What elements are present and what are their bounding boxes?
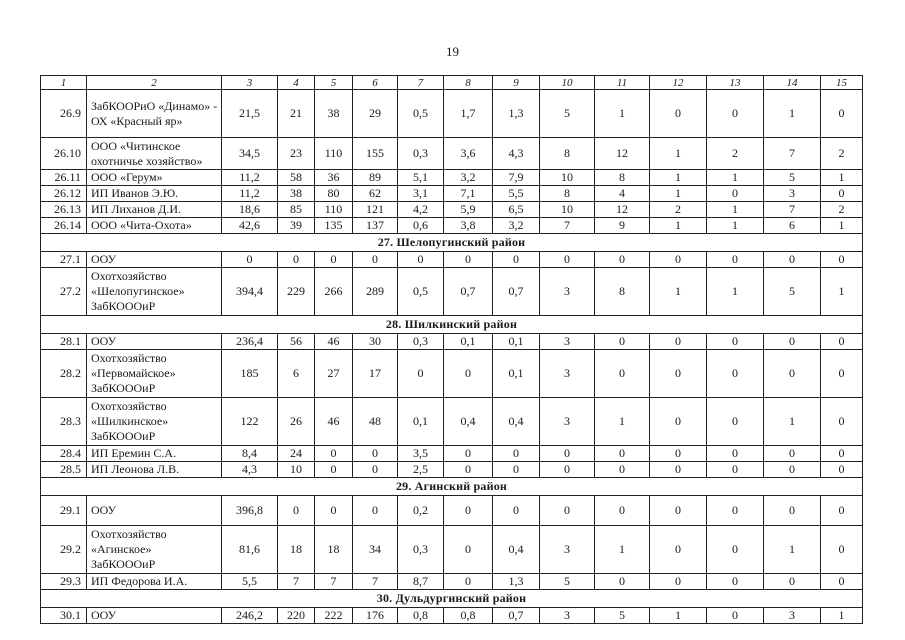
value-cell: 18,6 <box>222 202 278 218</box>
value-cell: 185 <box>222 350 278 398</box>
row-number: 28.3 <box>41 398 87 446</box>
value-cell: 7 <box>540 218 595 234</box>
value-cell: 48 <box>353 398 398 446</box>
value-cell: 21,5 <box>222 90 278 138</box>
value-cell: 2,5 <box>398 462 444 478</box>
table-row <box>41 446 863 462</box>
value-cell: 1 <box>650 608 707 624</box>
value-cell: 42,6 <box>222 218 278 234</box>
hunting-ground-name: ИП Еремин С.А. <box>87 446 222 462</box>
value-cell: 10 <box>540 202 595 218</box>
value-cell: 21 <box>278 90 315 138</box>
value-cell: 10 <box>278 462 315 478</box>
value-cell: 0,1 <box>398 398 444 446</box>
value-cell: 1 <box>595 90 650 138</box>
hunting-ground-name: ИП Леонова Л.В. <box>87 462 222 478</box>
value-cell: 46 <box>315 334 353 350</box>
value-cell: 0,4 <box>493 398 540 446</box>
value-cell: 24 <box>278 446 315 462</box>
value-cell: 0 <box>821 526 863 574</box>
value-cell: 121 <box>353 202 398 218</box>
value-cell: 3 <box>540 526 595 574</box>
row-number: 27.1 <box>41 252 87 268</box>
value-cell: 3 <box>540 350 595 398</box>
value-cell: 0 <box>444 350 493 398</box>
value-cell: 0,3 <box>398 138 444 170</box>
district-header-row <box>41 590 863 608</box>
value-cell: 0 <box>595 252 650 268</box>
column-number: 10 <box>540 76 595 90</box>
value-cell: 7 <box>315 574 353 590</box>
row-number: 28.5 <box>41 462 87 478</box>
value-cell: 1 <box>707 268 764 316</box>
value-cell: 396,8 <box>222 496 278 526</box>
table-row <box>41 218 863 234</box>
value-cell: 0,8 <box>444 608 493 624</box>
value-cell: 1 <box>821 170 863 186</box>
value-cell: 5 <box>595 608 650 624</box>
value-cell: 3 <box>540 608 595 624</box>
value-cell: 110 <box>315 138 353 170</box>
value-cell: 1 <box>650 138 707 170</box>
value-cell: 0 <box>353 496 398 526</box>
value-cell: 36 <box>315 170 353 186</box>
value-cell: 3,8 <box>444 218 493 234</box>
hunting-ground-name: Охотхозяйство «Первомайское» ЗабКОООиР <box>87 350 222 398</box>
value-cell: 0 <box>764 446 821 462</box>
value-cell: 5,9 <box>444 202 493 218</box>
value-cell: 0 <box>821 574 863 590</box>
column-number: 14 <box>764 76 821 90</box>
value-cell: 0 <box>278 252 315 268</box>
district-title: 28. Шилкинский район <box>41 316 863 334</box>
column-number: 15 <box>821 76 863 90</box>
value-cell: 0 <box>764 462 821 478</box>
value-cell: 1,3 <box>493 574 540 590</box>
value-cell: 5 <box>540 574 595 590</box>
value-cell: 0 <box>821 252 863 268</box>
value-cell: 1 <box>764 526 821 574</box>
value-cell: 0 <box>595 350 650 398</box>
value-cell: 0 <box>707 398 764 446</box>
value-cell: 3 <box>540 268 595 316</box>
value-cell: 1 <box>821 608 863 624</box>
value-cell: 3 <box>764 186 821 202</box>
value-cell: 0 <box>353 252 398 268</box>
value-cell: 62 <box>353 186 398 202</box>
row-number: 28.1 <box>41 334 87 350</box>
value-cell: 0 <box>540 496 595 526</box>
value-cell: 0 <box>444 574 493 590</box>
hunting-ground-name: ООО «Читинское охотничье хозяйство» <box>87 138 222 170</box>
value-cell: 0 <box>650 574 707 590</box>
value-cell: 0 <box>540 462 595 478</box>
value-cell: 3,2 <box>493 218 540 234</box>
table-row <box>41 574 863 590</box>
value-cell: 11,2 <box>222 186 278 202</box>
value-cell: 0,1 <box>493 334 540 350</box>
value-cell: 3,6 <box>444 138 493 170</box>
value-cell: 0 <box>650 398 707 446</box>
value-cell: 0 <box>444 446 493 462</box>
value-cell: 7,1 <box>444 186 493 202</box>
value-cell: 1 <box>707 170 764 186</box>
value-cell: 0 <box>315 446 353 462</box>
value-cell: 1 <box>707 202 764 218</box>
row-number: 26.12 <box>41 186 87 202</box>
value-cell: 6 <box>764 218 821 234</box>
value-cell: 0 <box>540 252 595 268</box>
value-cell: 46 <box>315 398 353 446</box>
value-cell: 1 <box>821 268 863 316</box>
value-cell: 0,8 <box>398 608 444 624</box>
value-cell: 0 <box>595 446 650 462</box>
value-cell: 0,4 <box>444 398 493 446</box>
value-cell: 5,5 <box>222 574 278 590</box>
value-cell: 0 <box>353 446 398 462</box>
value-cell: 0 <box>315 496 353 526</box>
column-number: 3 <box>222 76 278 90</box>
row-number: 26.14 <box>41 218 87 234</box>
row-number: 29.2 <box>41 526 87 574</box>
value-cell: 1 <box>764 398 821 446</box>
value-cell: 4,2 <box>398 202 444 218</box>
value-cell: 17 <box>353 350 398 398</box>
value-cell: 8,7 <box>398 574 444 590</box>
value-cell: 0 <box>650 496 707 526</box>
value-cell: 0 <box>444 252 493 268</box>
value-cell: 0 <box>764 334 821 350</box>
row-number: 26.13 <box>41 202 87 218</box>
row-number: 30.1 <box>41 608 87 624</box>
data-table <box>40 75 863 624</box>
value-cell: 176 <box>353 608 398 624</box>
value-cell: 0 <box>650 90 707 138</box>
value-cell: 0 <box>398 350 444 398</box>
table-row <box>41 398 863 446</box>
value-cell: 0 <box>540 446 595 462</box>
page-number: 19 <box>446 44 459 59</box>
value-cell: 7 <box>278 574 315 590</box>
hunting-ground-name: ООУ <box>87 496 222 526</box>
value-cell: 39 <box>278 218 315 234</box>
value-cell: 3 <box>540 398 595 446</box>
value-cell: 34,5 <box>222 138 278 170</box>
table-row <box>41 170 863 186</box>
value-cell: 81,6 <box>222 526 278 574</box>
value-cell: 0,1 <box>493 350 540 398</box>
column-number: 7 <box>398 76 444 90</box>
table-row <box>41 350 863 398</box>
value-cell: 1,3 <box>493 90 540 138</box>
value-cell: 85 <box>278 202 315 218</box>
value-cell: 0 <box>595 334 650 350</box>
table-row <box>41 186 863 202</box>
value-cell: 0 <box>278 496 315 526</box>
value-cell: 12 <box>595 138 650 170</box>
value-cell: 4,3 <box>222 462 278 478</box>
value-cell: 0 <box>821 496 863 526</box>
value-cell: 0 <box>707 334 764 350</box>
value-cell: 1 <box>650 268 707 316</box>
hunting-ground-name: Охотхозяйство «Шелопугинское» ЗабКОООиР <box>87 268 222 316</box>
value-cell: 56 <box>278 334 315 350</box>
row-number: 26.10 <box>41 138 87 170</box>
value-cell: 12 <box>595 202 650 218</box>
value-cell: 220 <box>278 608 315 624</box>
value-cell: 1 <box>764 90 821 138</box>
value-cell: 0 <box>821 398 863 446</box>
row-number: 29.3 <box>41 574 87 590</box>
value-cell: 27 <box>315 350 353 398</box>
value-cell: 0 <box>493 496 540 526</box>
value-cell: 3,5 <box>398 446 444 462</box>
value-cell: 6 <box>278 350 315 398</box>
column-number: 13 <box>707 76 764 90</box>
hunting-ground-name: Охотхозяйство «Агинское» ЗабКОООиР <box>87 526 222 574</box>
district-header-row <box>41 478 863 496</box>
value-cell: 8 <box>595 268 650 316</box>
hunting-ground-name: ЗабКООРиО «Динамо» - ОХ «Красный яр» <box>87 90 222 138</box>
value-cell: 0 <box>707 252 764 268</box>
row-number: 28.2 <box>41 350 87 398</box>
value-cell: 0,4 <box>493 526 540 574</box>
value-cell: 5,5 <box>493 186 540 202</box>
table-row <box>41 202 863 218</box>
column-number: 12 <box>650 76 707 90</box>
hunting-ground-name: ООУ <box>87 334 222 350</box>
value-cell: 0 <box>444 496 493 526</box>
value-cell: 1 <box>595 526 650 574</box>
hunting-ground-name: ООУ <box>87 252 222 268</box>
value-cell: 289 <box>353 268 398 316</box>
value-cell: 229 <box>278 268 315 316</box>
value-cell: 0 <box>821 90 863 138</box>
hunting-ground-name: Охотхозяйство «Шилкинское» ЗабКОООиР <box>87 398 222 446</box>
value-cell: 89 <box>353 170 398 186</box>
value-cell: 0 <box>650 334 707 350</box>
value-cell: 0 <box>650 350 707 398</box>
row-number: 27.2 <box>41 268 87 316</box>
value-cell: 0 <box>707 574 764 590</box>
value-cell: 4,3 <box>493 138 540 170</box>
district-header-row <box>41 234 863 252</box>
value-cell: 1 <box>650 170 707 186</box>
value-cell: 0 <box>821 186 863 202</box>
value-cell: 7 <box>353 574 398 590</box>
value-cell: 236,4 <box>222 334 278 350</box>
value-cell: 58 <box>278 170 315 186</box>
value-cell: 0,5 <box>398 90 444 138</box>
column-number: 4 <box>278 76 315 90</box>
value-cell: 7 <box>764 202 821 218</box>
value-cell: 18 <box>278 526 315 574</box>
value-cell: 0 <box>650 252 707 268</box>
value-cell: 0 <box>764 252 821 268</box>
value-cell: 122 <box>222 398 278 446</box>
value-cell: 155 <box>353 138 398 170</box>
column-number: 6 <box>353 76 398 90</box>
value-cell: 0 <box>315 252 353 268</box>
value-cell: 0,6 <box>398 218 444 234</box>
value-cell: 8,4 <box>222 446 278 462</box>
value-cell: 34 <box>353 526 398 574</box>
value-cell: 2 <box>821 202 863 218</box>
value-cell: 38 <box>278 186 315 202</box>
value-cell: 0 <box>707 446 764 462</box>
table-row <box>41 526 863 574</box>
column-number: 8 <box>444 76 493 90</box>
value-cell: 6,5 <box>493 202 540 218</box>
value-cell: 7 <box>764 138 821 170</box>
value-cell: 0,3 <box>398 334 444 350</box>
value-cell: 0 <box>707 462 764 478</box>
value-cell: 5,1 <box>398 170 444 186</box>
value-cell: 135 <box>315 218 353 234</box>
value-cell: 0 <box>764 496 821 526</box>
value-cell: 1 <box>707 218 764 234</box>
value-cell: 0,5 <box>398 268 444 316</box>
value-cell: 0 <box>444 526 493 574</box>
value-cell: 0 <box>222 252 278 268</box>
value-cell: 5 <box>764 268 821 316</box>
value-cell: 29 <box>353 90 398 138</box>
value-cell: 1 <box>650 186 707 202</box>
value-cell: 2 <box>707 138 764 170</box>
value-cell: 0 <box>707 608 764 624</box>
value-cell: 0 <box>493 446 540 462</box>
district-title: 27. Шелопугинский район <box>41 234 863 252</box>
value-cell: 1 <box>595 398 650 446</box>
value-cell: 7,9 <box>493 170 540 186</box>
value-cell: 3,1 <box>398 186 444 202</box>
value-cell: 0 <box>821 350 863 398</box>
hunting-ground-name: ООУ <box>87 608 222 624</box>
value-cell: 26 <box>278 398 315 446</box>
value-cell: 266 <box>315 268 353 316</box>
value-cell: 0 <box>493 252 540 268</box>
value-cell: 1,7 <box>444 90 493 138</box>
table-row <box>41 268 863 316</box>
column-number: 9 <box>493 76 540 90</box>
hunting-ground-name: ИП Федорова И.А. <box>87 574 222 590</box>
value-cell: 0 <box>821 334 863 350</box>
value-cell: 3,2 <box>444 170 493 186</box>
value-cell: 38 <box>315 90 353 138</box>
value-cell: 0 <box>707 496 764 526</box>
column-number: 1 <box>41 76 87 90</box>
value-cell: 0,3 <box>398 526 444 574</box>
value-cell: 0 <box>821 462 863 478</box>
district-header-row <box>41 316 863 334</box>
value-cell: 3 <box>764 608 821 624</box>
value-cell: 0 <box>398 252 444 268</box>
value-cell: 1 <box>650 218 707 234</box>
value-cell: 0 <box>353 462 398 478</box>
value-cell: 9 <box>595 218 650 234</box>
value-cell: 11,2 <box>222 170 278 186</box>
value-cell: 0 <box>764 574 821 590</box>
column-number: 5 <box>315 76 353 90</box>
value-cell: 23 <box>278 138 315 170</box>
value-cell: 4 <box>595 186 650 202</box>
district-title: 29. Агинский район <box>41 478 863 496</box>
value-cell: 0 <box>595 462 650 478</box>
column-number-row <box>41 76 863 90</box>
value-cell: 137 <box>353 218 398 234</box>
value-cell: 18 <box>315 526 353 574</box>
table-row <box>41 496 863 526</box>
column-number: 11 <box>595 76 650 90</box>
value-cell: 0 <box>595 574 650 590</box>
value-cell: 0 <box>707 90 764 138</box>
row-number: 28.4 <box>41 446 87 462</box>
hunting-ground-name: ИП Иванов Э.Ю. <box>87 186 222 202</box>
value-cell: 0 <box>315 462 353 478</box>
value-cell: 0 <box>595 496 650 526</box>
value-cell: 0 <box>444 462 493 478</box>
value-cell: 2 <box>650 202 707 218</box>
value-cell: 0 <box>650 462 707 478</box>
value-cell: 80 <box>315 186 353 202</box>
table-row <box>41 90 863 138</box>
value-cell: 1 <box>821 218 863 234</box>
value-cell: 5 <box>764 170 821 186</box>
value-cell: 0,1 <box>444 334 493 350</box>
value-cell: 394,4 <box>222 268 278 316</box>
value-cell: 0 <box>821 446 863 462</box>
value-cell: 0 <box>650 526 707 574</box>
value-cell: 5 <box>540 90 595 138</box>
table-row <box>41 608 863 624</box>
row-number: 26.11 <box>41 170 87 186</box>
value-cell: 0 <box>707 186 764 202</box>
value-cell: 2 <box>821 138 863 170</box>
hunting-ground-name: ООО «Чита-Охота» <box>87 218 222 234</box>
row-number: 29.1 <box>41 496 87 526</box>
value-cell: 8 <box>540 186 595 202</box>
value-cell: 0 <box>764 350 821 398</box>
value-cell: 110 <box>315 202 353 218</box>
table-row <box>41 252 863 268</box>
table-row <box>41 462 863 478</box>
hunting-ground-name: ИП Лиханов Д.И. <box>87 202 222 218</box>
value-cell: 0,7 <box>493 268 540 316</box>
value-cell: 0 <box>650 446 707 462</box>
value-cell: 0,7 <box>444 268 493 316</box>
value-cell: 30 <box>353 334 398 350</box>
value-cell: 0 <box>493 462 540 478</box>
value-cell: 0,7 <box>493 608 540 624</box>
table-row <box>41 138 863 170</box>
table-row <box>41 334 863 350</box>
value-cell: 0,2 <box>398 496 444 526</box>
hunting-ground-name: ООО «Герум» <box>87 170 222 186</box>
value-cell: 222 <box>315 608 353 624</box>
row-number: 26.9 <box>41 90 87 138</box>
value-cell: 8 <box>540 138 595 170</box>
value-cell: 0 <box>707 350 764 398</box>
value-cell: 10 <box>540 170 595 186</box>
column-number: 2 <box>87 76 222 90</box>
value-cell: 3 <box>540 334 595 350</box>
value-cell: 0 <box>707 526 764 574</box>
value-cell: 8 <box>595 170 650 186</box>
district-title: 30. Дульдургинский район <box>41 590 863 608</box>
value-cell: 246,2 <box>222 608 278 624</box>
